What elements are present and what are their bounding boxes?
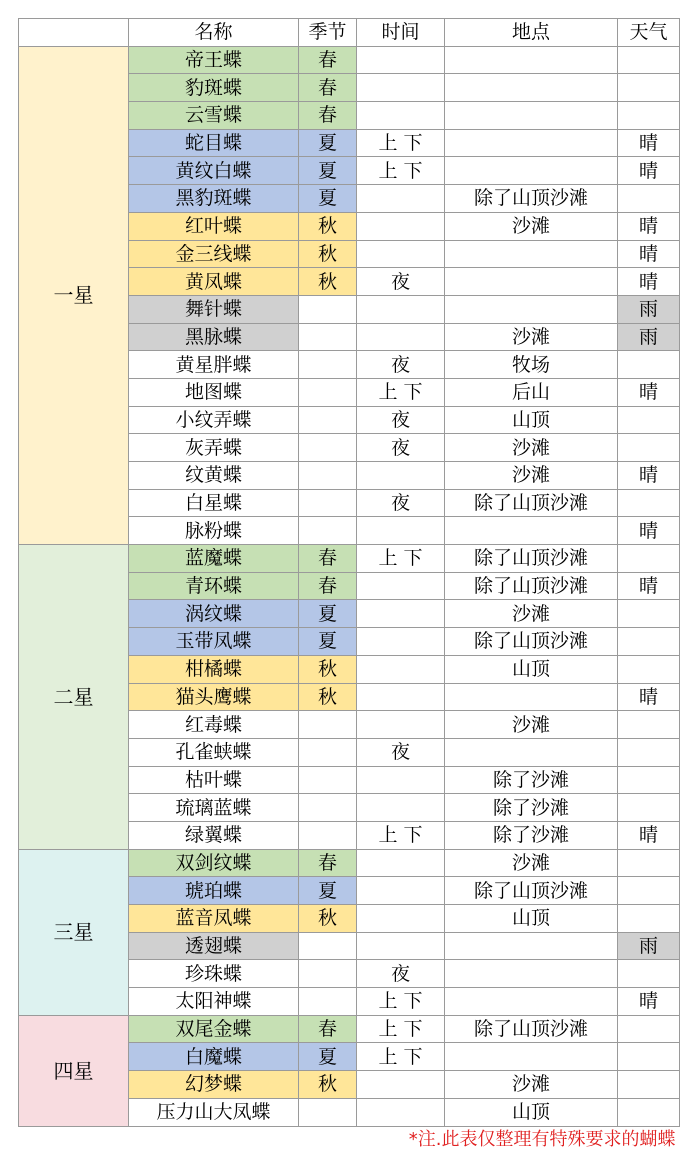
cell-name: 蛇目蝶 [129, 129, 299, 157]
cell-place [445, 74, 618, 102]
cell-place: 后山 [445, 378, 618, 406]
cell-place [445, 129, 618, 157]
cell-time [357, 212, 445, 240]
note-spacer [19, 1126, 129, 1153]
cell-season [299, 766, 357, 794]
cell-season: 秋 [299, 268, 357, 296]
cell-name: 蓝魔蝶 [129, 545, 299, 573]
cell-season [299, 462, 357, 490]
cell-place: 除了山顶沙滩 [445, 1015, 618, 1043]
cell-time [357, 1098, 445, 1126]
cell-time [357, 572, 445, 600]
cell-place [445, 517, 618, 545]
cell-season: 秋 [299, 905, 357, 933]
cell-weather: 晴 [618, 129, 680, 157]
cell-time [357, 877, 445, 905]
cell-weather [618, 849, 680, 877]
cell-time: 夜 [357, 960, 445, 988]
cell-place: 除了沙滩 [445, 794, 618, 822]
cell-season: 秋 [299, 655, 357, 683]
cell-place: 牧场 [445, 351, 618, 379]
cell-name: 双尾金蝶 [129, 1015, 299, 1043]
cell-place: 沙滩 [445, 462, 618, 490]
cell-time [357, 240, 445, 268]
cell-weather: 晴 [618, 683, 680, 711]
cell-name: 豹斑蝶 [129, 74, 299, 102]
cell-weather [618, 351, 680, 379]
cell-weather [618, 794, 680, 822]
cell-time [357, 185, 445, 213]
table-row [19, 1015, 680, 1043]
group-label: 四星 [19, 1015, 129, 1126]
cell-place [445, 683, 618, 711]
cell-season: 春 [299, 572, 357, 600]
cell-weather [618, 738, 680, 766]
cell-time [357, 766, 445, 794]
cell-place [445, 738, 618, 766]
cell-weather: 晴 [618, 157, 680, 185]
cell-season: 秋 [299, 212, 357, 240]
cell-season [299, 517, 357, 545]
cell-place [445, 932, 618, 960]
cell-place: 除了山顶沙滩 [445, 185, 618, 213]
cell-name: 白星蝶 [129, 489, 299, 517]
cell-place [445, 1043, 618, 1071]
cell-season [299, 711, 357, 739]
cell-name: 帝王蝶 [129, 46, 299, 74]
cell-weather [618, 877, 680, 905]
cell-season [299, 295, 357, 323]
cell-time: 上 下 [357, 129, 445, 157]
cell-weather [618, 406, 680, 434]
cell-season: 秋 [299, 683, 357, 711]
cell-place: 山顶 [445, 655, 618, 683]
cell-name: 玉带凤蝶 [129, 628, 299, 656]
cell-weather: 晴 [618, 462, 680, 490]
group-label: 一星 [19, 46, 129, 544]
header-weather: 天气 [618, 19, 680, 47]
cell-name: 舞针蝶 [129, 295, 299, 323]
cell-season [299, 323, 357, 351]
cell-time [357, 295, 445, 323]
cell-name: 脉粉蝶 [129, 517, 299, 545]
cell-place: 除了山顶沙滩 [445, 489, 618, 517]
cell-season [299, 1098, 357, 1126]
cell-weather [618, 628, 680, 656]
cell-name: 孔雀蛱蝶 [129, 738, 299, 766]
cell-season [299, 794, 357, 822]
cell-time: 上 下 [357, 545, 445, 573]
cell-name: 地图蝶 [129, 378, 299, 406]
cell-season [299, 988, 357, 1016]
cell-name: 黄纹白蝶 [129, 157, 299, 185]
group-label: 二星 [19, 545, 129, 850]
cell-season [299, 489, 357, 517]
cell-season: 夏 [299, 600, 357, 628]
table-body [19, 46, 680, 1153]
cell-season: 夏 [299, 628, 357, 656]
cell-season [299, 434, 357, 462]
cell-time: 上 下 [357, 1043, 445, 1071]
cell-place: 除了山顶沙滩 [445, 572, 618, 600]
cell-weather: 晴 [618, 821, 680, 849]
cell-name: 云雪蝶 [129, 102, 299, 130]
cell-place: 除了沙滩 [445, 766, 618, 794]
table-row [19, 849, 680, 877]
cell-name: 压力山大凤蝶 [129, 1098, 299, 1126]
cell-weather [618, 960, 680, 988]
cell-place: 沙滩 [445, 711, 618, 739]
cell-time [357, 628, 445, 656]
cell-weather [618, 1098, 680, 1126]
header-time: 时间 [357, 19, 445, 47]
butterfly-table-container [18, 18, 680, 1153]
cell-name: 太阳神蝶 [129, 988, 299, 1016]
cell-place [445, 240, 618, 268]
cell-season: 夏 [299, 157, 357, 185]
header-corner [19, 19, 129, 47]
cell-season: 春 [299, 46, 357, 74]
cell-weather: 晴 [618, 212, 680, 240]
cell-name: 透翅蝶 [129, 932, 299, 960]
cell-place: 除了山顶沙滩 [445, 877, 618, 905]
cell-name: 蓝音凤蝶 [129, 905, 299, 933]
cell-time [357, 932, 445, 960]
butterfly-table [18, 18, 680, 1153]
cell-name: 红毒蝶 [129, 711, 299, 739]
cell-time [357, 1071, 445, 1099]
cell-place: 除了沙滩 [445, 821, 618, 849]
cell-time: 夜 [357, 434, 445, 462]
cell-place: 山顶 [445, 905, 618, 933]
cell-weather [618, 102, 680, 130]
cell-time [357, 794, 445, 822]
cell-time: 夜 [357, 489, 445, 517]
cell-time [357, 905, 445, 933]
cell-weather [618, 1071, 680, 1099]
cell-place [445, 46, 618, 74]
table-row [19, 46, 680, 74]
cell-name: 黄星胖蝶 [129, 351, 299, 379]
cell-weather [618, 185, 680, 213]
cell-name: 柑橘蝶 [129, 655, 299, 683]
cell-season: 夏 [299, 877, 357, 905]
cell-name: 黄凤蝶 [129, 268, 299, 296]
header-name: 名称 [129, 19, 299, 47]
cell-name: 涡纹蝶 [129, 600, 299, 628]
cell-time [357, 849, 445, 877]
cell-weather: 晴 [618, 572, 680, 600]
cell-time [357, 517, 445, 545]
cell-weather [618, 600, 680, 628]
header-season: 季节 [299, 19, 357, 47]
cell-weather [618, 46, 680, 74]
cell-name: 枯叶蝶 [129, 766, 299, 794]
cell-weather [618, 655, 680, 683]
cell-place [445, 960, 618, 988]
cell-season [299, 738, 357, 766]
cell-name: 猫头鹰蝶 [129, 683, 299, 711]
cell-time: 上 下 [357, 1015, 445, 1043]
cell-place: 沙滩 [445, 849, 618, 877]
cell-name: 琥珀蝶 [129, 877, 299, 905]
cell-season: 夏 [299, 129, 357, 157]
cell-season: 春 [299, 1015, 357, 1043]
cell-season [299, 351, 357, 379]
cell-weather: 晴 [618, 378, 680, 406]
cell-place [445, 268, 618, 296]
cell-name: 青环蝶 [129, 572, 299, 600]
cell-season: 秋 [299, 240, 357, 268]
cell-name: 珍珠蝶 [129, 960, 299, 988]
cell-name: 灰弄蝶 [129, 434, 299, 462]
cell-weather [618, 434, 680, 462]
cell-season [299, 932, 357, 960]
cell-time [357, 462, 445, 490]
note-row [19, 1126, 680, 1153]
cell-weather [618, 74, 680, 102]
header-place: 地点 [445, 19, 618, 47]
cell-season: 春 [299, 849, 357, 877]
cell-season [299, 821, 357, 849]
cell-weather [618, 711, 680, 739]
cell-name: 幻梦蝶 [129, 1071, 299, 1099]
cell-name: 金三线蝶 [129, 240, 299, 268]
cell-place: 沙滩 [445, 212, 618, 240]
cell-name: 白魔蝶 [129, 1043, 299, 1071]
cell-weather: 雨 [618, 323, 680, 351]
cell-season: 夏 [299, 1043, 357, 1071]
cell-season: 春 [299, 545, 357, 573]
cell-season: 春 [299, 102, 357, 130]
cell-name: 纹黄蝶 [129, 462, 299, 490]
table-row [19, 545, 680, 573]
cell-time [357, 102, 445, 130]
cell-time: 夜 [357, 268, 445, 296]
cell-time: 上 下 [357, 821, 445, 849]
cell-place [445, 102, 618, 130]
cell-weather: 晴 [618, 517, 680, 545]
cell-time [357, 600, 445, 628]
cell-time [357, 74, 445, 102]
cell-place: 山顶 [445, 406, 618, 434]
cell-time: 上 下 [357, 157, 445, 185]
cell-time: 上 下 [357, 378, 445, 406]
cell-weather [618, 1043, 680, 1071]
cell-time [357, 46, 445, 74]
cell-season [299, 960, 357, 988]
cell-name: 小纹弄蝶 [129, 406, 299, 434]
cell-place [445, 157, 618, 185]
cell-place: 沙滩 [445, 1071, 618, 1099]
cell-weather: 晴 [618, 268, 680, 296]
cell-place: 除了山顶沙滩 [445, 628, 618, 656]
cell-time [357, 323, 445, 351]
cell-weather [618, 1015, 680, 1043]
cell-name: 黑豹斑蝶 [129, 185, 299, 213]
cell-name: 琉璃蓝蝶 [129, 794, 299, 822]
cell-weather: 雨 [618, 932, 680, 960]
cell-place: 沙滩 [445, 323, 618, 351]
cell-time [357, 683, 445, 711]
cell-place: 除了山顶沙滩 [445, 545, 618, 573]
cell-time [357, 711, 445, 739]
cell-weather: 晴 [618, 240, 680, 268]
cell-weather [618, 905, 680, 933]
cell-place: 沙滩 [445, 600, 618, 628]
cell-place: 沙滩 [445, 434, 618, 462]
cell-weather [618, 489, 680, 517]
cell-name: 黑脉蝶 [129, 323, 299, 351]
cell-name: 红叶蝶 [129, 212, 299, 240]
cell-weather [618, 766, 680, 794]
cell-season: 春 [299, 74, 357, 102]
group-label: 三星 [19, 849, 129, 1015]
cell-season [299, 406, 357, 434]
cell-place [445, 988, 618, 1016]
cell-season [299, 378, 357, 406]
cell-weather: 晴 [618, 988, 680, 1016]
cell-weather [618, 545, 680, 573]
cell-weather: 雨 [618, 295, 680, 323]
cell-season: 秋 [299, 1071, 357, 1099]
cell-place [445, 295, 618, 323]
cell-name: 绿翼蝶 [129, 821, 299, 849]
cell-time: 上 下 [357, 988, 445, 1016]
cell-time [357, 655, 445, 683]
footnote: *注.此表仅整理有特殊要求的蝴蝶 [408, 1128, 676, 1150]
cell-time: 夜 [357, 351, 445, 379]
cell-place: 山顶 [445, 1098, 618, 1126]
header-row [19, 19, 680, 47]
cell-name: 双剑纹蝶 [129, 849, 299, 877]
cell-time: 夜 [357, 738, 445, 766]
cell-season: 夏 [299, 185, 357, 213]
cell-time: 夜 [357, 406, 445, 434]
